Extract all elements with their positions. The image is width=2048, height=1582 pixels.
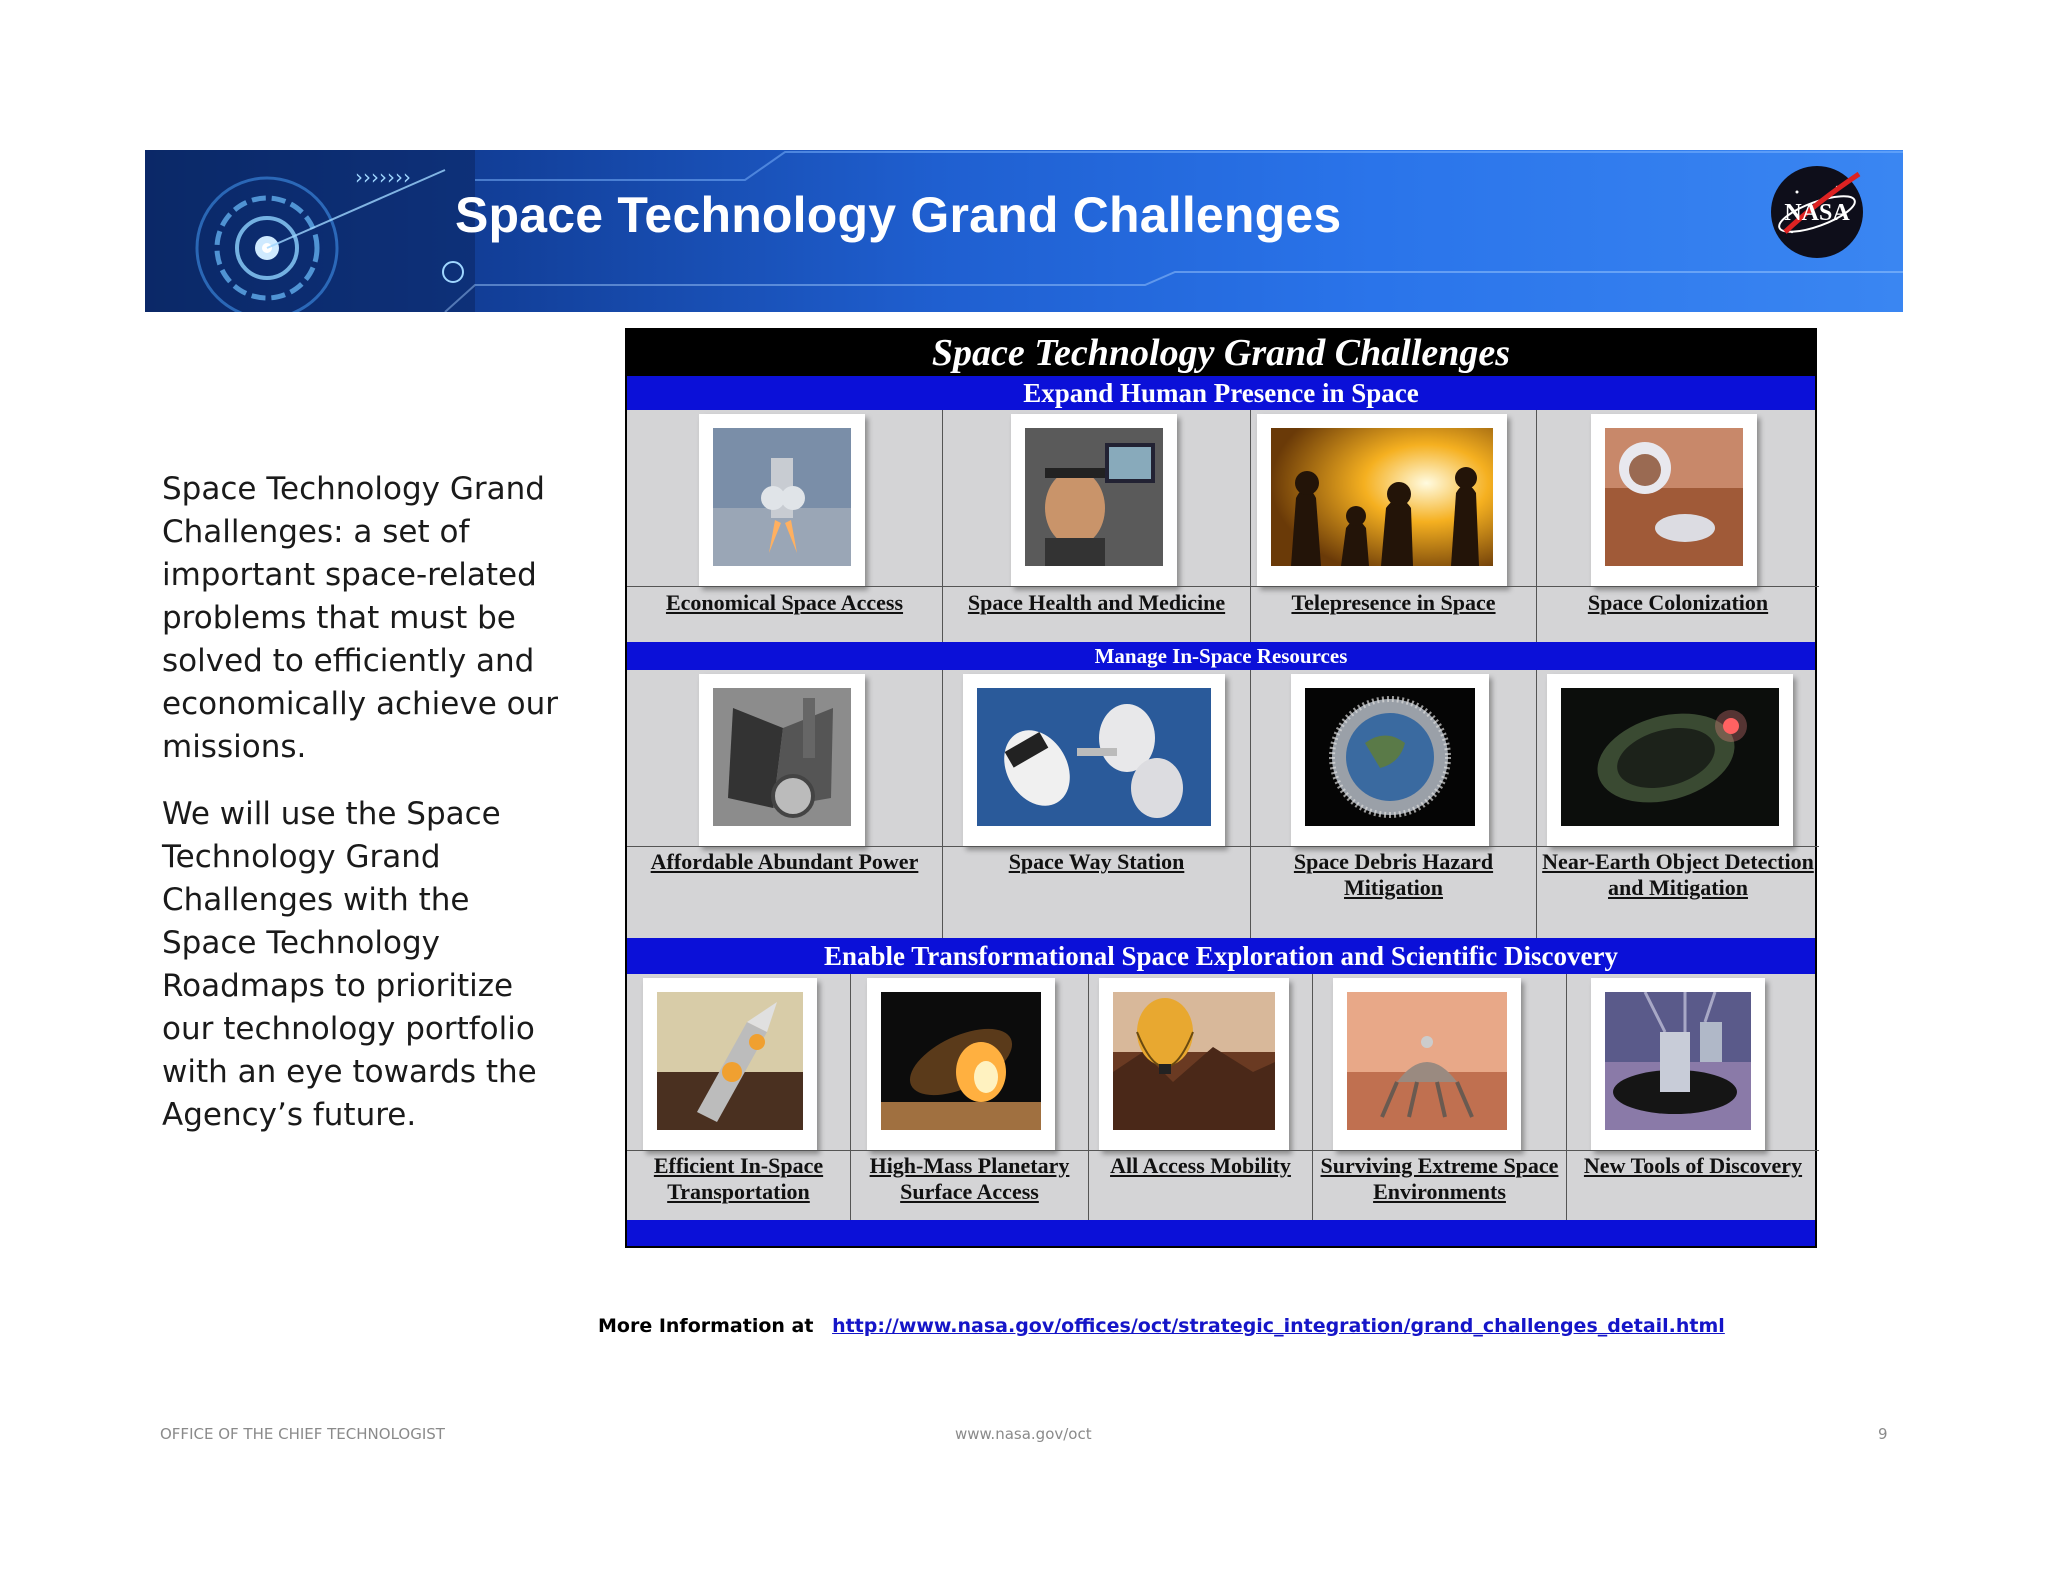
challenge-efficient-in-space-transportation	[627, 974, 851, 1222]
challenge-space-colonization	[1537, 410, 1819, 642]
challenge-space-debris-hazard-mitigation	[1251, 670, 1537, 938]
challenge-label: All Access Mobility	[1089, 1150, 1312, 1225]
spacecraft-image	[643, 978, 817, 1150]
footer-url: www.nasa.gov/oct	[955, 1425, 1092, 1443]
challenge-label: Space Health and Medicine	[943, 586, 1250, 646]
astronaut-mars-image	[1591, 414, 1757, 586]
page-title: Space Technology Grand Challenges	[455, 187, 1342, 243]
challenge-space-way-station	[943, 670, 1251, 938]
entry-vehicle-image	[867, 978, 1055, 1150]
challenge-new-tools-of-discovery	[1567, 974, 1819, 1222]
more-info-link[interactable]: http://www.nasa.gov/offices/oct/strategic_integration/grand_challenges_detail.html	[832, 1315, 1725, 1337]
table-title: Space Technology Grand Challenges	[627, 330, 1815, 376]
challenge-high-mass-planetary-surface-access	[851, 974, 1089, 1222]
rocket-lander-image	[699, 414, 865, 586]
power-generator-image	[699, 674, 865, 846]
challenge-label: High-Mass Planetary Surface Access	[851, 1150, 1088, 1225]
page-number: 9	[1878, 1425, 1888, 1443]
telepresence-children-image	[1257, 414, 1507, 586]
section-heading-in-space-resources: Manage In-Space Resources	[627, 642, 1815, 670]
section-heading-human-presence: Expand Human Presence in Space	[627, 376, 1815, 410]
challenge-label: Space Way Station	[943, 846, 1250, 941]
balloon-rover-image	[1099, 978, 1289, 1150]
challenge-label: Surviving Extreme Space Environments	[1313, 1150, 1566, 1225]
asteroid-image	[1547, 674, 1793, 846]
table-bottom-band	[627, 1220, 1815, 1246]
section-row-human-presence	[627, 410, 1815, 642]
section-heading-exploration: Enable Transformational Space Exploration and Scientific Discovery	[627, 938, 1815, 974]
space-telescope-image	[1591, 978, 1765, 1150]
challenge-space-health-and-medicine	[943, 410, 1251, 642]
challenge-label: Efficient In-Space Transportation	[627, 1150, 850, 1225]
challenge-label: Affordable Abundant Power	[627, 846, 942, 941]
description-text	[162, 468, 562, 1161]
svg-text:NASA: NASA	[1784, 200, 1850, 226]
more-info-label: More Information at	[598, 1315, 814, 1337]
nasa-logo-icon	[1767, 162, 1867, 262]
challenge-economical-space-access	[627, 410, 943, 642]
challenge-label: Space Colonization	[1537, 586, 1819, 646]
header-banner	[145, 150, 1903, 312]
description-paragraph-1: Space Technology Grand Challenges: a set of important space-related problems that must be solved to efficiently and economically achieve our missions.	[162, 471, 558, 765]
challenge-label: Near-Earth Object Detection and Mitigation	[1537, 846, 1819, 941]
challenge-telepresence-in-space	[1251, 410, 1537, 642]
more-information	[598, 1315, 1725, 1337]
section-row-in-space-resources	[627, 670, 1815, 938]
section-row-exploration	[627, 974, 1815, 1222]
footer-office: OFFICE OF THE CHIEF TECHNOLOGIST	[160, 1425, 445, 1443]
challenge-all-access-mobility	[1089, 974, 1313, 1222]
challenge-label: Space Debris Hazard Mitigation	[1251, 846, 1536, 941]
challenge-label: Economical Space Access	[627, 586, 942, 646]
challenge-label: Telepresence in Space	[1251, 586, 1536, 646]
challenge-label: New Tools of Discovery	[1567, 1150, 1819, 1225]
description-paragraph-2: We will use the Space Technology Grand Challenges with the Space Technology Roadmaps to prioritize our technology portfolio with an eye towards the Agency’s future.	[162, 796, 537, 1133]
svg-text:›››››››: ›››››››	[355, 165, 411, 189]
challenge-surviving-extreme-space-environments	[1313, 974, 1567, 1222]
grand-challenges-table	[625, 328, 1817, 1248]
space-station-image	[963, 674, 1225, 846]
earth-debris-image	[1291, 674, 1489, 846]
challenge-affordable-abundant-power	[627, 670, 943, 938]
mars-lander-image	[1333, 978, 1521, 1150]
challenge-near-earth-object	[1537, 670, 1819, 938]
health-monitoring-image	[1011, 414, 1177, 586]
